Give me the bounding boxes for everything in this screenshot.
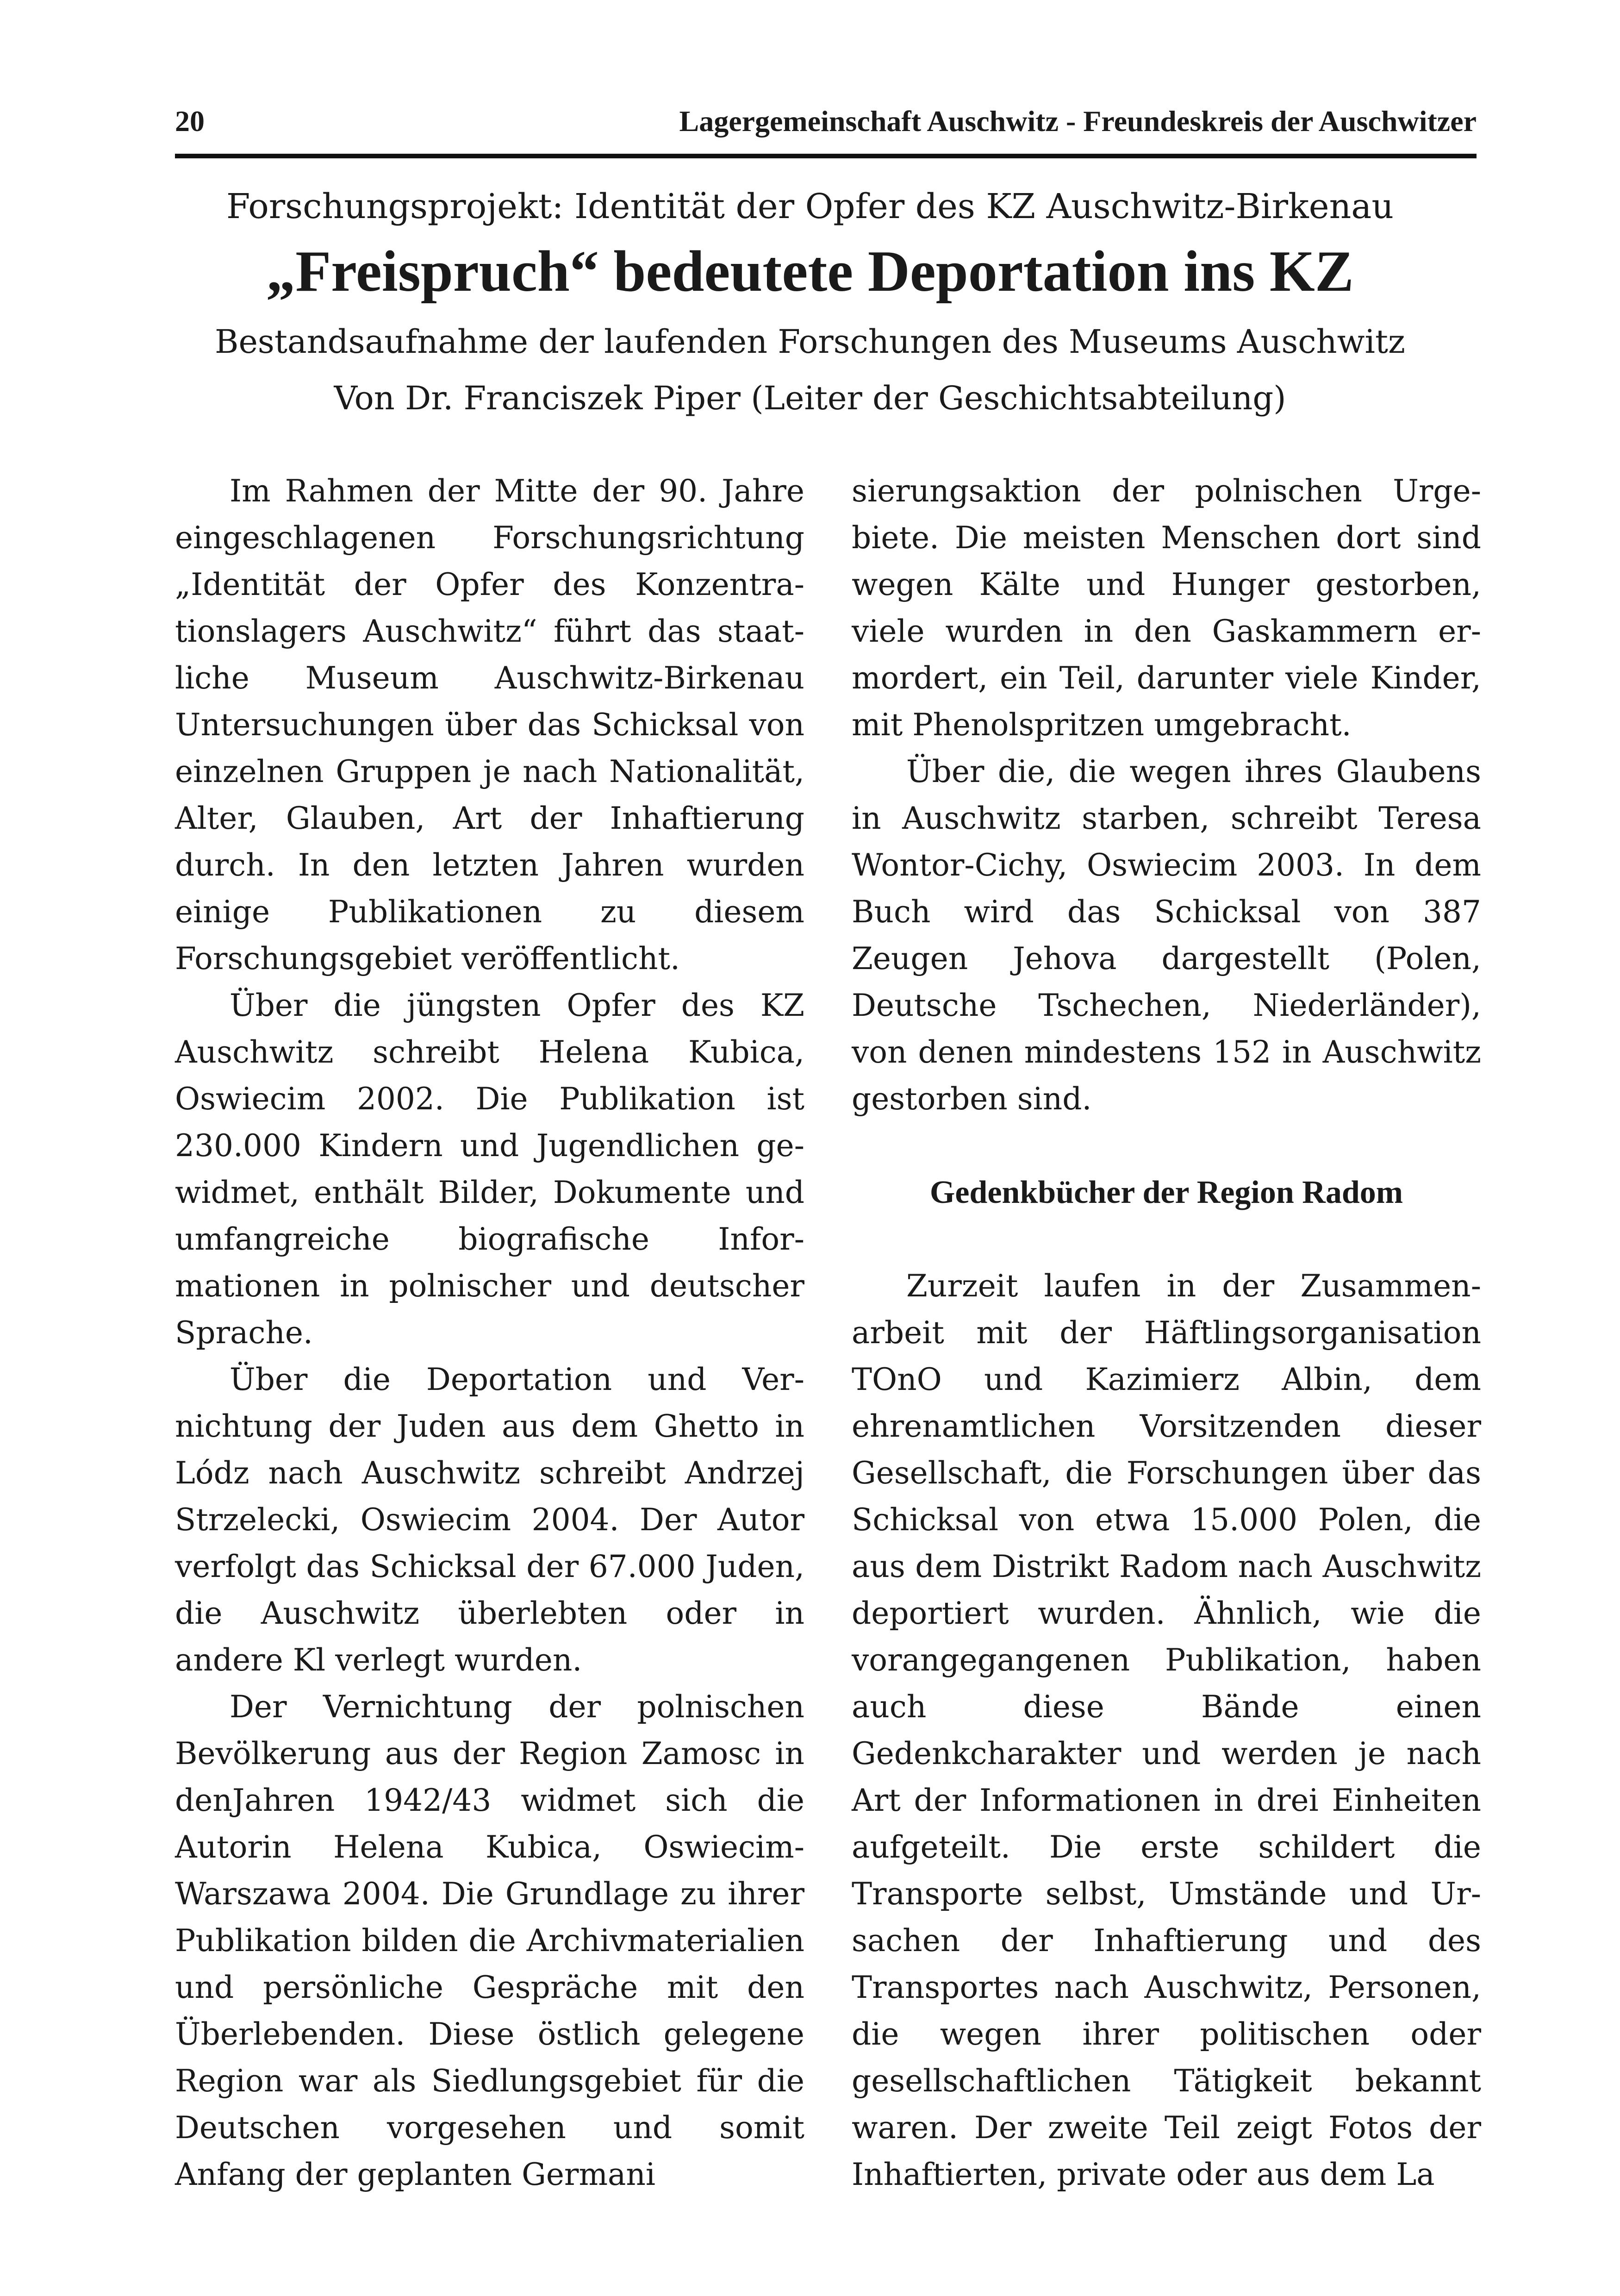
- running-title: Lagergemeinschaft Auschwitz - Freundeskreis der Auschwitzer: [679, 105, 1477, 138]
- article-kicker: Forschungsprojekt: Identität der Opfer des KZ Auschwitz-Birkenau: [226, 187, 1394, 226]
- paragraph-continued: sierungsaktion der polnischen Urgebiete. Die meisten Menschen dort sind wegen Kälte und Hunger gestorben, viele wurden in den Gaskammern ermordert, ein Teil, darunter viele Kinder, mit Phenolspritzen umgebracht.: [852, 473, 1481, 743]
- page-number: 20: [175, 105, 205, 138]
- article-subtitle: Bestandsaufnahme der laufenden Forschungen des Museums Auschwitz: [215, 323, 1405, 361]
- section-heading: Gedenkbücher der Region Radom: [929, 1175, 1403, 1210]
- paragraph: Über die Deportation und Vernichtung der Juden aus dem Ghetto in Lódz nach Auschwitz schreibt Andrzej Strzelecki, Oswiecim 2004. Der Autor verfolgt das Schicksal der 67.000 Juden, die Auschwitz überlebten oder in andere Kl verlegt wurden.: [175, 1362, 804, 1678]
- article-byline: Von Dr. Franciszek Piper (Leiter der Geschichtsabteilung): [334, 379, 1286, 417]
- paragraph: Über die jüngsten Opfer des KZ Auschwitz schreibt Helena Kubica, Oswiecim 2002. Die Publikation ist 230.000 Kindern und Jugendlichen gewidmet, enthält Bilder, Dokumente und umfangreiche biografische Informationen in polnischer und deutscher Sprache.: [175, 988, 804, 1351]
- left-column: [175, 468, 804, 2198]
- paragraph: Der Vernichtung der polnischen Bevölkerung aus der Region Zamosc in denJahren 1942/43 widmet sich die Autorin Helena Kubica, Oswiecim-Warszawa 2004. Die Grundlage zu ihrer Publikation bilden die Archivmaterialien und persönliche Gespräche mit den Überlebenden. Diese östlich gelegene Region war als Siedlungsgebiet für die Deutschen vorgesehen und somit Anfang der geplanten Germani: [175, 1689, 804, 2192]
- paragraph: Über die, die wegen ihres Glaubens in Auschwitz starben, schreibt Teresa Wontor-Cichy, Oswiecim 2003. In dem Buch wird das Schicksal von 387 Zeugen Jehova dargestellt (Polen, Deutsche Tschechen, Niederländer), von denen mindestens 152 in Auschwitz gestorben sind.: [852, 754, 1481, 1117]
- page-header: [175, 103, 1477, 158]
- article-titles: [139, 181, 1481, 424]
- article-headline: „Freispruch“ bedeutete Deportation ins KZ: [266, 239, 1354, 304]
- paragraph: Im Rahmen der Mitte der 90. Jahre eingeschlagenen Forschungsrichtung „Identität der Opfer des Konzentrationslagers Auschwitz“ führt das staatliche Museum Auschwitz-Birkenau Untersuchungen über das Schicksal von einzelnen Gruppen je nach Nationalität, Alter, Glauben, Art der Inhaftierung durch. In den letzten Jahren wurden einige Publikationen zu diesem Forschungsgebiet veröffentlicht.: [175, 473, 804, 976]
- right-column: [852, 468, 1481, 2198]
- paragraph: Zurzeit laufen in der Zusammenarbeit mit der Häftlingsorganisation TOnO und Kazimierz Albin, dem ehrenamtlichen Vorsitzenden dieser Gesellschaft, die Forschungen über das Schicksal von etwa 15.000 Polen, die aus dem Distrikt Radom nach Auschwitz deportiert wurden. Ähnlich, wie die vorangegangenen Publikation, haben auch diese Bände einen Gedenkcharakter und werden je nach Art der Informationen in drei Einheiten aufgeteilt. Die erste schildert die Transporte selbst, Umstände und Ursachen der Inhaftierung und des Transportes nach Auschwitz, Personen, die wegen ihrer politischen oder gesellschaftlichen Tätigkeit bekannt waren. Der zweite Teil zeigt Fotos der Inhaftierten, private oder aus dem La: [852, 1268, 1481, 2192]
